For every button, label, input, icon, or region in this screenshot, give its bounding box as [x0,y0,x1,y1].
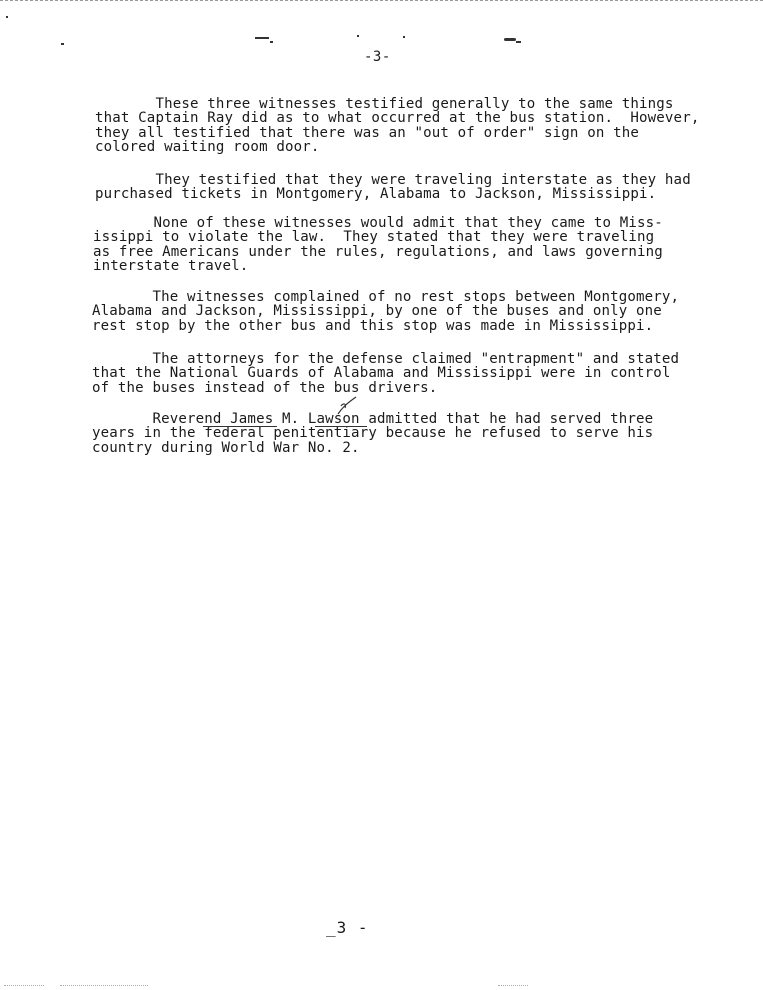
paragraph-interstate-travel: They testified that they were traveling interstate as they had purchased tickets in Montgomery, Alabama to Jackson, Mississippi. [95,172,691,203]
page-number-bottom: _3 - [326,918,369,937]
scan-speck [357,35,359,37]
paragraph-no-admission: None of these witnesses would admit that they came to Miss- issippi to violate the law. They stated that they were traveling as free Americans under the rules, regulations, and laws governing interstate travel. [93,215,663,274]
scan-speck [255,37,269,39]
top-dashed-edge [0,0,763,1]
handwritten-underline [315,426,367,427]
paragraph-witnesses-testified: These three witnesses testified generally to the same things that Captain Ray did as to what occurred at the bus station. However, they all testified that there was an "out of order" sign on the colored waiting room door. [95,96,700,155]
scan-speck [516,41,521,43]
handwritten-underline [203,426,277,427]
scan-speck [270,41,273,43]
paragraph-rest-stops: The witnesses complained of no rest stops between Montgomery, Alabama and Jackson, Mississippi, by one of the buses and only one rest stop by the other bus and this stop was made in Mississippi. [92,289,680,334]
paragraph-entrapment: The attorneys for the defense claimed "entrapment" and stated that the National Guards of Alabama and Mississippi were in control of the buses instead of the bus drivers. [92,351,680,396]
bottom-dotted-edge [4,985,44,986]
bottom-dotted-edge [498,985,528,986]
bottom-dotted-edge [60,985,148,986]
scan-speck [61,43,64,45]
scan-speck [403,36,405,38]
page-number-top: -3- [364,49,391,65]
paragraph-reverend-lawson: Reverend James M. Lawson admitted that he had served three years in the federal penitentiary because he refused to serve his country during World War No. 2. [92,411,654,456]
scan-speck [6,16,8,18]
handwritten-correction-mark [336,394,358,416]
scan-speck [504,38,516,41]
